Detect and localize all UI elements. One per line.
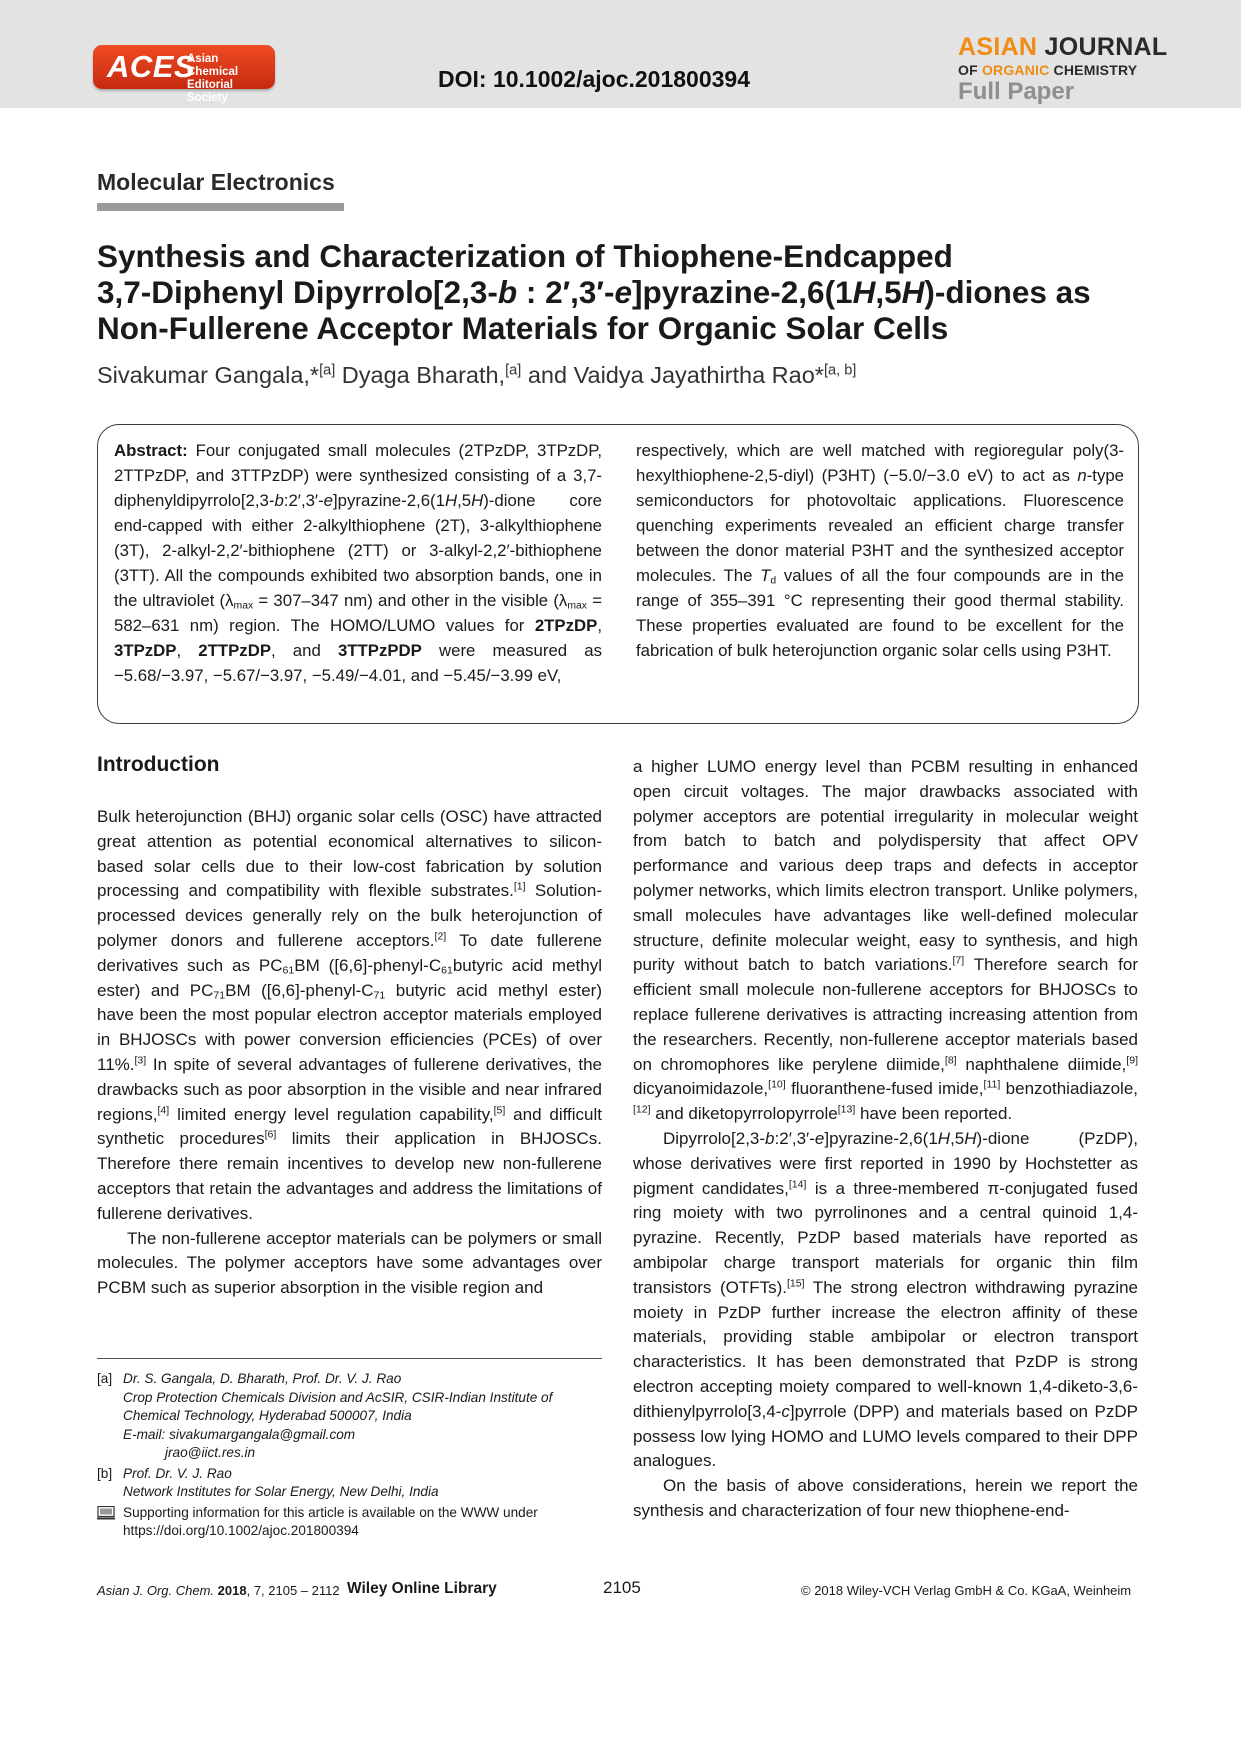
compound-3ttpzpdp: 3TTPzPDP [337,641,422,660]
compound-2tpzdp: 2TPzDP [534,616,598,635]
title-line-3: Non-Fullerene Acceptor Materials for Organic Solar Cells [97,310,949,346]
footer-citation: Asian J. Org. Chem. 2018, 7, 2105 – 2112 [97,1583,340,1598]
copyright: © 2018 Wiley-VCH Verlag GmbH & Co. KGaA, Weinheim [801,1583,1132,1598]
abstract-label: Abstract: [114,441,188,460]
paragraph: On the basis of above considerations, herein we report the synthesis and characterization of four new thiophene-end- [633,1476,1138,1520]
journal-name-line2 [958,62,1137,78]
author-gangala[interactable]: Sivakumar Gangala,* [97,362,320,388]
citation[interactable]: [4] [157,1104,170,1117]
wiley-online-library-link[interactable]: Wiley Online Library [347,1580,497,1597]
citation[interactable]: [5] [493,1104,506,1117]
author-bharath[interactable]: Dyaga Bharath, [335,362,506,388]
journal-word-journal: JOURNAL [1044,33,1168,61]
supporting-info-link[interactable]: Supporting information for this article is available on the WWW under https://doi.org/10.1002/ajoc.201800394 [123,1504,538,1538]
footnote-b: [b] Prof. Dr. V. J. Rao Network Institutes for Solar Energy, New Delhi, India [97,1465,439,1499]
citation[interactable]: [11] [983,1079,1001,1092]
society-logo [93,45,275,104]
society-logo-word: ACES [107,49,196,84]
citation[interactable]: [9] [1126,1054,1139,1067]
title-line-2: 3,7-Diphenyl Dipyrrolo[2,3-b : 2′,3′-e]pyrazine-2,6(1H,5H)-diones as [97,274,1091,310]
paragraph: a higher LUMO energy level than PCBM resulting in enhanced open circuit voltages. The major drawbacks associated with polymer acceptors are potential irregularity in molecular weight from batch to batch and polydispersity that affect OPV performance and various deep traps and defects in acceptor polymer networks, which limits electron transport. Unlike polymers, small molecules have advantages like well-defined molecular structure, definite molecular weight, easy to synthesis, and high purity without batch to batch variations.[7] Therefore search for efficient small molecule non-fullerene acceptors for BHJOSCs to replace fullerene derivatives is attracting increasing attention from the researchers. Recently, non-fullerene acceptor materials based on chromophores like perylene diimide,[8] naphthalene diimide,[9] dicyanoimidazole,[10] fluoranthene-fused imide,[11] benzothiadiazole,[12] and diketopyrrolopyrrole[13] have been reported. [633,757,1139,1124]
citation[interactable]: [12] [633,1103,651,1116]
supporting-info-note [97,1504,607,1541]
citation[interactable]: [1] [513,881,526,894]
journal-word-of: OF [958,62,978,78]
society-logo-subtitle: Asian Chemical Editorial Society [187,53,239,104]
journal-word-asian: ASIAN [958,33,1038,61]
section-rule [97,203,344,211]
paragraph: Bulk heterojunction (BHJ) organic solar cells (OSC) have attracted great attention as potential economical alternatives to silicon-based solar cells due to their low-cost fabrication by solution processing and compatibility with flexible substrates.[1] Solution-processed devices generally rely on the bulk heterojunction of polymer donors and fullerene acceptors.[2] To date fullerene derivatives such as $PC_{61}BM$ ($[6,6]-phenyl-C_{61}butyric$ acid methyl ester) and $PC_{71}BM$ ($[6,6]-phenyl-C_{71}$ butyric acid methyl ester) have been the most popular electron acceptor materials employed in BHJOSCs with power conversion efficiencies (PCEs) of over 11%.[3] In spite of several advantages of fullerene derivatives, the drawbacks such as poor absorption in the visible and near infrared regions,[4] limited energy level regulation capability,[5] and difficult synthetic procedures[6] limits their application in BHJOSCs. Therefore there remain incentives to develop new non-fullerene acceptors that retain the advantages and address the limitations of fullerene derivatives. [97,807,602,1223]
journal-word-organic: ORGANIC [981,62,1050,78]
compound-2ttpzdp: 2TTPzDP [198,641,272,660]
journal-word-chemistry: CHEMISTRY [1053,62,1138,78]
citation[interactable]: [14] [788,1178,807,1191]
title-line-1: Synthesis and Characterization of Thiophene-Endcapped [97,238,953,274]
doi-link[interactable]: DOI: 10.1002/ajoc.201800394 [438,66,751,92]
abstract-text-left: Abstract: Four conjugated small molecules (2TPzDP, 3TPzDP, 2TTPzDP, and 3TTPzDP) were synthesized consisting of a 3,7-diphenyldipyrrolo[2,3-b:2′,3′-e]pyrazine-2,6(1H,5H)-dione core end-capped with either 2-alkylthiophene (2T), 3-alkylthiophene (3T), 2-alkyl-2,2′-bithiophene (2TT) or 3-alkyl-2,2′-bithiophene (3TT). All the compounds exhibited two absorption bands, one in the ultraviolet ($\lambda_{max} = 307-347$ nm) and other in the visible ($\lambda_{max} = 582-631$ nm) region. The HOMO/LUMO values for 2TPzDP, 3TPzDP, 2TTPzDP, and 3TTPzPDP were measured as −5.68/−3.97, −5.67/−3.97, −5.49/−4.01, and −5.45/−3.99 eV, [114,441,603,685]
citation[interactable]: [15] [787,1277,805,1290]
citation[interactable]: [8] [944,1054,957,1067]
paragraph: Dipyrrolo[2,3-b:2′,3′-e]pyrazine-2,6(1H,5H)-dione (PzDP), whose derivatives were first reported in 1990 by Hochstetter as pigment candidates,[14] is a three-membered π-conjugated fused ring moiety with two pyrrolinones and a central quinoid 1,4-pyrazine. Recently, PzDP based materials have reported as ambipolar charge transport materials for organic thin film transistors (OTFTs).[15] The strong electron withdrawing pyrazine moiety in PzDP further increase the electron affinity of these materials, providing stable ambipolar or electron transport characteristics. It has been demonstrated that PzDP is strong electron accepting moiety compared to well-known 1,4-diketo-3,6-dithienylpyrrolo[3,4-c]pyrrole (DPP) and materials based on PzDP possess low lying HOMO and LUMO levels compared to their DPP analogues. [633,1128,1139,1471]
journal-name-line1 [958,33,1167,62]
citation[interactable]: [7] [952,955,965,968]
footnotes [97,1370,607,1541]
abstract-text-right: respectively, which are well matched with regioregular poly(3-hexylthiophene-2,5-diyl) (P3HT) (−5.0/−3.0 eV) to act as n-type semiconductors for photovoltaic applications. Fluorescence quenching experiments revealed an efficient charge transfer between the donor material P3HT and the synthesized acceptor molecules. The $T_d$ values of all the four compounds are in the range of 355–391 °C representing their good thermal stability. These properties evaluated are found to be excellent for the fabrication of bulk heterojunction organic solar cells using P3HT. [636,441,1125,660]
compound-3tpzdp: 3TPzDP [114,641,177,660]
body-column-right [633,755,1138,1524]
introduction-heading: Introduction [97,753,220,776]
footnote-label: [a] [97,1371,113,1386]
affiliation-marker: [a] [505,362,522,379]
citation[interactable]: [3] [134,1054,147,1067]
author-rao[interactable]: and Vaidya Jayathirtha Rao* [521,362,824,388]
citation[interactable]: [6] [264,1129,277,1142]
paragraph: The non-fullerene acceptor materials can be polymers or small molecules. The polymer acceptors have some advantages over PCBM such as superior absorption in the visible region and [97,1228,602,1298]
footnote-a: [a] Dr. S. Gangala, D. Bharath, Prof. Dr. V. J. Rao Crop Protection Chemicals Division and AcSIR, CSIR-Indian Institute of Chemical Technology, Hyderabad 500007, India E-mail: sivakumargangala@gmail.com jrao@iict.res.in [97,1370,607,1463]
affiliation-marker: [a, b] [823,362,857,379]
email-link[interactable]: E-mail: sivakumargangala@gmail.com [123,1426,356,1442]
email-link[interactable]: jrao@iict.res.in [165,1445,256,1460]
affiliation-marker: [a] [319,362,336,379]
author-list [97,362,856,389]
footnote-rule [97,1358,602,1359]
computer-icon [97,1506,115,1520]
citation[interactable]: [13] [837,1103,856,1116]
citation[interactable]: [2] [434,930,447,943]
citation[interactable]: [10] [768,1079,786,1092]
article-type: Full Paper [958,78,1075,105]
body-column-left [97,805,602,1301]
page-number: 2105 [603,1578,641,1597]
section-heading: Molecular Electronics [97,169,335,195]
footnote-label: [b] [97,1465,113,1481]
article-title [97,238,1147,346]
